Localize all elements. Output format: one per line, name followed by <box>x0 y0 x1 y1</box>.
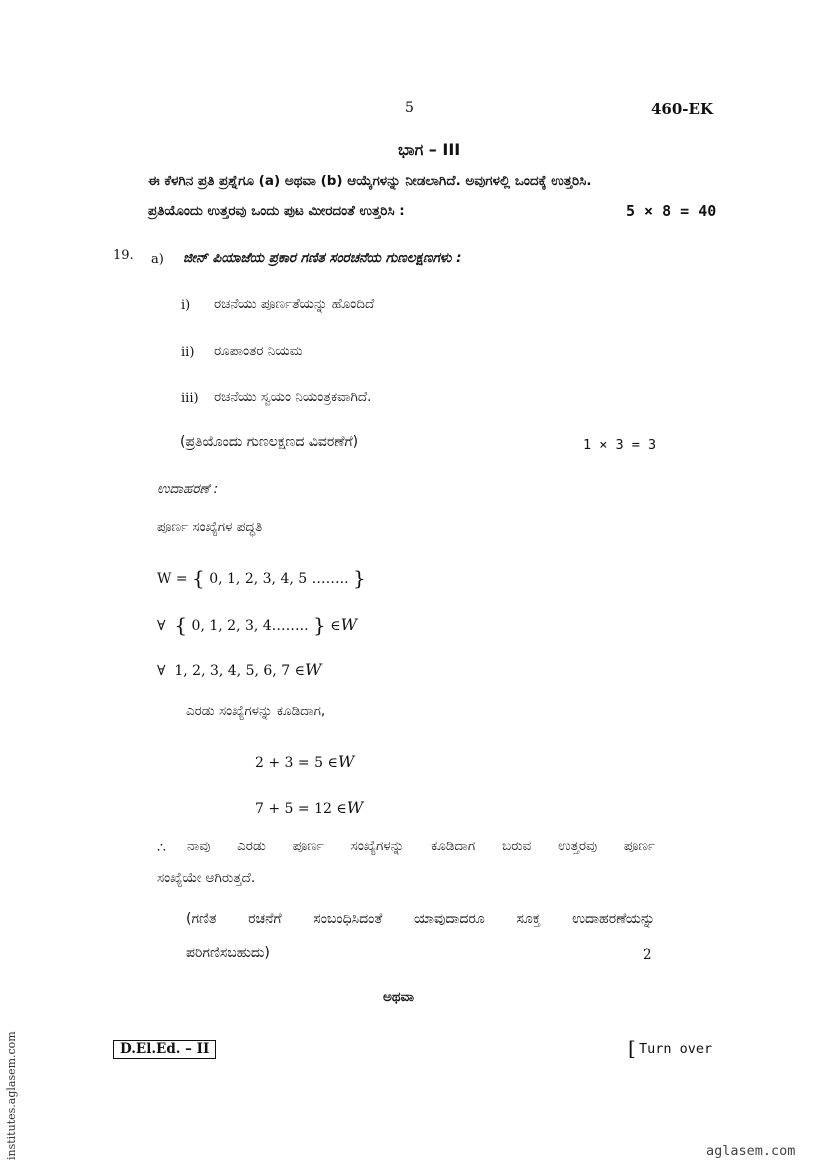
course-box: D.El.Ed. – II <box>113 1040 216 1059</box>
item-text: ರೂಪಾಂತರ ನಿಯಮ <box>214 343 303 359</box>
conclusion-line-1: ನಾವು ಎರಡು ಪೂರ್ಣ ಸಂಖ್ಯೆಗಳನ್ನು ಕೂಡಿದಾಗ ಬರುವ ಉತ್ತರವು ಪೂರ್ಣ <box>187 838 655 854</box>
element-of-symbol: ∈ <box>330 618 341 634</box>
note-line-2: ಪರಿಗಣಿಸಬಹುದು) <box>186 945 270 961</box>
page-number: 5 <box>405 100 414 116</box>
number-list: 1, 2, 3, 4, 5, 6, 7 <box>174 663 291 679</box>
set-elements: 0, 1, 2, 3, 4, 5 …….. <box>209 571 349 587</box>
forall-symbol: ∀ <box>157 663 166 679</box>
set-w: W <box>346 798 364 817</box>
set-prefix: W = <box>157 571 188 587</box>
open-brace: { <box>174 613 188 637</box>
instruction-line-2: ಪ್ರತಿಯೊಂದು ಉತ್ತರವು ಒಂದು ಪುಟ ಮೀರದಂತೆ ಉತ್ತರಿಸಿ : <box>148 203 405 219</box>
open-brace: { <box>192 566 205 590</box>
question-part: a) <box>151 252 164 267</box>
item-number: iii) <box>181 391 199 406</box>
example-label: ಉದಾಹರಣೆ : <box>157 481 219 497</box>
set-w: W <box>337 752 355 771</box>
side-watermark-url: institutes.aglasem.com <box>5 1031 18 1160</box>
element-of-symbol: ∈ <box>336 801 347 817</box>
question-number: 19. <box>113 248 134 263</box>
paper-code: 460-EK <box>651 100 714 118</box>
or-label: ಅಥವಾ <box>383 989 415 1005</box>
question-heading: ಜೀನ್ ಪಿಯಾಜೆಯ ಪ್ರಕಾರ ಗಣಿತ ಸಂರಚನೆಯ ಗುಣಲಕ್ಷಣಗಳು : <box>183 250 462 266</box>
element-of-symbol: ∈ <box>327 755 338 771</box>
number-membership <box>157 660 321 679</box>
set-w: W <box>304 660 322 679</box>
addition-label: ಎರಡು ಸಂಖ್ಯೆಗಳನ್ನು ಕೂಡಿದಾಗ, <box>186 703 326 719</box>
part-title: ಭಾಗ – III <box>398 140 461 159</box>
element-of-symbol: ∈ <box>294 663 305 679</box>
equation-1 <box>255 752 354 771</box>
forall-symbol: ∀ <box>157 618 166 634</box>
close-brace: } <box>313 613 326 637</box>
item-text: ರಚನೆಯು ಸ್ವಯಂ ನಿಯಂತ್ರಕವಾಗಿದೆ. <box>214 389 372 405</box>
equation-text: 2 + 3 = 5 <box>255 755 323 771</box>
bracket-glyph: [ <box>628 1036 636 1060</box>
set-membership <box>157 613 357 637</box>
item-number: ii) <box>181 345 195 360</box>
conclusion-line-2: ಸಂಖ್ಯೆಯೇ ಆಗಿರುತ್ತದೆ. <box>157 870 256 886</box>
set-definition <box>157 566 366 590</box>
description-note: (ಪ್ರತಿಯೊಂದು ಗುಣಲಕ್ಷಣದ ವಿವರಣೆಗೆ) <box>180 434 359 450</box>
turn-over-label: Turn over <box>639 1041 713 1057</box>
set-w: W <box>340 615 358 634</box>
site-watermark: aglasem.com <box>706 1143 796 1159</box>
set-elements: 0, 1, 2, 3, 4…….. <box>191 618 309 634</box>
equation-2 <box>255 798 363 817</box>
item-number: i) <box>181 298 191 313</box>
therefore-symbol: ∴ <box>157 840 166 856</box>
item-text: ರಚನೆಯು ಪೂರ್ಣತೆಯನ್ನು ಹೊಂದಿದೆ <box>214 296 375 312</box>
example-system: ಪೂರ್ಣ ಸಂಖ್ಯೆಗಳ ಪದ್ಧತಿ <box>157 519 263 535</box>
equation-text: 7 + 5 = 12 <box>255 801 332 817</box>
note-line-1: (ಗಣಿತ ರಚನೆಗೆ ಸಂಬಂಧಿಸಿದಂತೆ ಯಾವುದಾದರೂ ಸೂಕ್ತ ಉದಾಹರಣೆಯನ್ನು <box>186 911 655 927</box>
total-marks: 5 × 8 = 40 <box>626 202 717 220</box>
instruction-line-1: ಈ ಕೆಳಗಿನ ಪ್ರತಿ ಪ್ರಶ್ನೆಗೂ (a) ಅಥವಾ (b) ಆಯ್ಕೆಗಳನ್ನು ನೀಡಲಾಗಿದೆ. ಅವುಗಳಲ್ಲಿ ಒಂದಕ್ಕೆ ಉತ್ತರಿಸಿ. <box>148 173 592 189</box>
close-brace: } <box>352 566 366 590</box>
description-marks: 1 × 3 = 3 <box>583 437 657 453</box>
note-marks: 2 <box>643 947 652 963</box>
